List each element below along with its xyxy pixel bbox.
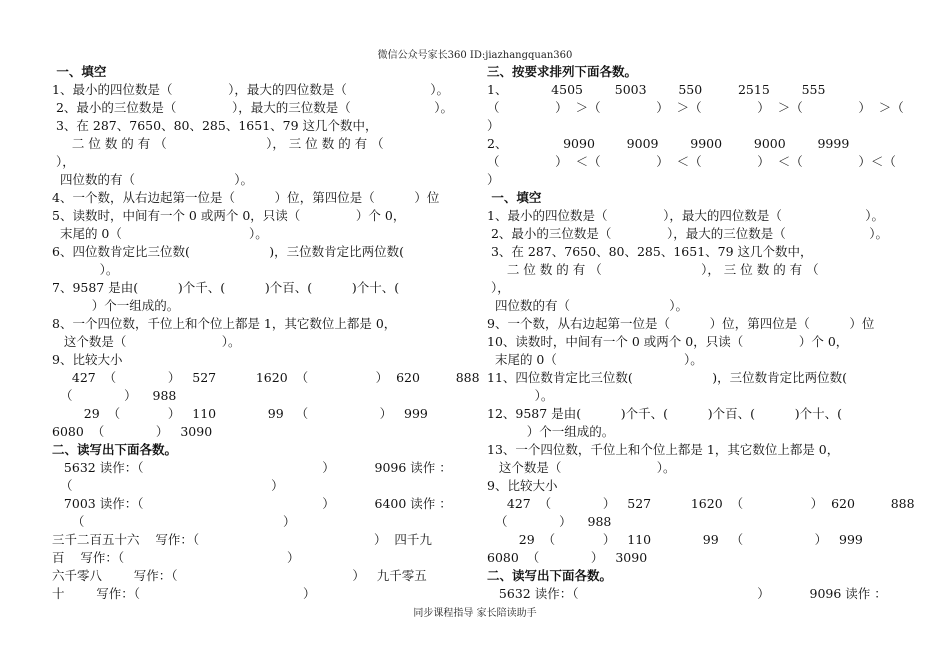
worksheet-line: 2、最小的三位数是（ ），最大的三位数是（ ）。	[487, 226, 888, 241]
worksheet-line: 二 位 数 的 有 （ ）， 三 位 数 的 有 （	[52, 136, 384, 151]
section-heading: 三、按要求排列下面各数。	[487, 64, 638, 79]
worksheet-line: ），	[52, 154, 75, 169]
worksheet-line: 10、读数时，中间有一个 0 或两个 0，只读（ ）个 0，	[487, 334, 849, 349]
worksheet-line: 29 （ ） 110 99 （ ） 999	[52, 406, 428, 421]
worksheet-line: 3、在 287、7650、80、285、1651、79 这几个数中，	[487, 244, 813, 259]
section-heading: 一、填空	[52, 64, 107, 79]
worksheet-line: 11、四位数肯定比三位数( )，三位数肯定比两位数(	[487, 370, 895, 385]
worksheet-line: （ ） 988	[52, 388, 177, 403]
worksheet-line: 二 位 数 的 有 （ ）， 三 位 数 的 有 （	[487, 262, 819, 277]
right-column	[487, 63, 915, 603]
worksheet-line: 7003 读作：（ ） 6400 读作 ：	[52, 496, 452, 511]
section-heading: 一、填空	[487, 190, 542, 205]
worksheet-line: 这个数是（ ）。	[52, 334, 241, 349]
worksheet-line: （ ）	[52, 478, 284, 493]
worksheet-line: （ ） ＜（ ） ＜（ ） ＜（ ）＜（	[487, 154, 896, 169]
worksheet-line: （ ）	[52, 514, 296, 529]
worksheet-line: ）	[487, 172, 500, 187]
page-footer: 同步课程指导 家长陪读助手	[413, 608, 537, 619]
worksheet-line: 六千零八 写作：（ ） 九千零五	[52, 568, 427, 583]
worksheet-line: 末尾的 0（ ）。	[487, 352, 703, 367]
worksheet-line: ）个一组成的。	[487, 424, 615, 439]
worksheet-line: 7、9587 是由( )个千、( )个百、( )个十、(	[52, 280, 427, 295]
worksheet-line: 6080 （ ） 3090	[52, 424, 213, 439]
worksheet-line: 427 （ ） 527 1620 （ ） 620 888	[52, 370, 480, 385]
worksheet-line: 4、一个数，从右边起第一位是（ ）位，第四位是（ ）位	[52, 190, 440, 205]
worksheet-line: 1、 4505 5003 550 2515 555	[487, 82, 826, 97]
worksheet-line: 2、 9090 9009 9900 9000 9999	[487, 136, 850, 151]
worksheet-line: 2、最小的三位数是（ ），最大的三位数是（ ）。	[52, 100, 453, 115]
worksheet-line: 5632 读作：（ ） 9096 读作 ：	[487, 586, 887, 601]
left-column	[52, 63, 480, 603]
worksheet-line: 百 写作：（ ）	[52, 550, 300, 565]
page-header: 微信公众号家长360 ID:jiazhangquan360	[377, 50, 573, 61]
worksheet-line: 9、一个数，从右边起第一位是（ ）位，第四位是（ ）位	[487, 316, 875, 331]
worksheet-line: 四位数的有（ ）。	[487, 298, 689, 313]
worksheet-line: 13、一个四位数，千位上和个位上都是 1，其它数位上都是 0，	[487, 442, 840, 457]
worksheet-line: 三千二百五十六 写作：（ ） 四千九	[52, 532, 432, 547]
worksheet-line: 6、四位数肯定比三位数( )，三位数肯定比两位数(	[52, 244, 452, 259]
worksheet-line: ），	[487, 280, 510, 295]
worksheet-line: ）个一组成的。	[52, 298, 180, 313]
worksheet-line: 6080 （ ） 3090	[487, 550, 648, 565]
worksheet-line: 427 （ ） 527 1620 （ ） 620 888	[487, 496, 915, 511]
worksheet-line: ）。	[487, 388, 554, 403]
worksheet-line: 5、读数时，中间有一个 0 或两个 0，只读（ ）个 0，	[52, 208, 406, 223]
worksheet-line: 12、9587 是由( )个千、( )个百、( )个十、(	[487, 406, 870, 421]
worksheet-line: 1、最小的四位数是（ ），最大的四位数是（ ）。	[487, 208, 885, 223]
worksheet-line: ）	[487, 118, 500, 133]
worksheet-line: 1、最小的四位数是（ ），最大的四位数是（ ）。	[52, 82, 450, 97]
worksheet-line: 5632 读作：（ ） 9096 读作 ：	[52, 460, 452, 475]
section-heading: 二、读写出下面各数。	[487, 568, 613, 583]
worksheet-line: 末尾的 0（ ）。	[52, 226, 268, 241]
worksheet-line: 四位数的有（ ）。	[52, 172, 254, 187]
worksheet-line: 3、在 287、7650、80、285、1651、79 这几个数中，	[52, 118, 378, 133]
worksheet-line: 9、比较大小	[52, 352, 123, 367]
worksheet-line: （ ） ＞（ ） ＞（ ） ＞（ ） ＞（	[487, 100, 904, 115]
worksheet-line: 十 写作：（ ）	[52, 586, 316, 601]
worksheet-line: （ ） 988	[487, 514, 612, 529]
worksheet-line: 29 （ ） 110 99 （ ） 999	[487, 532, 863, 547]
section-heading: 二、读写出下面各数。	[52, 442, 178, 457]
worksheet-line: 8、一个四位数，千位上和个位上都是 1，其它数位上都是 0，	[52, 316, 397, 331]
worksheet-line: 这个数是（ ）。	[487, 460, 676, 475]
worksheet-line: 9、比较大小	[487, 478, 558, 493]
worksheet-line: ）。	[52, 262, 119, 277]
